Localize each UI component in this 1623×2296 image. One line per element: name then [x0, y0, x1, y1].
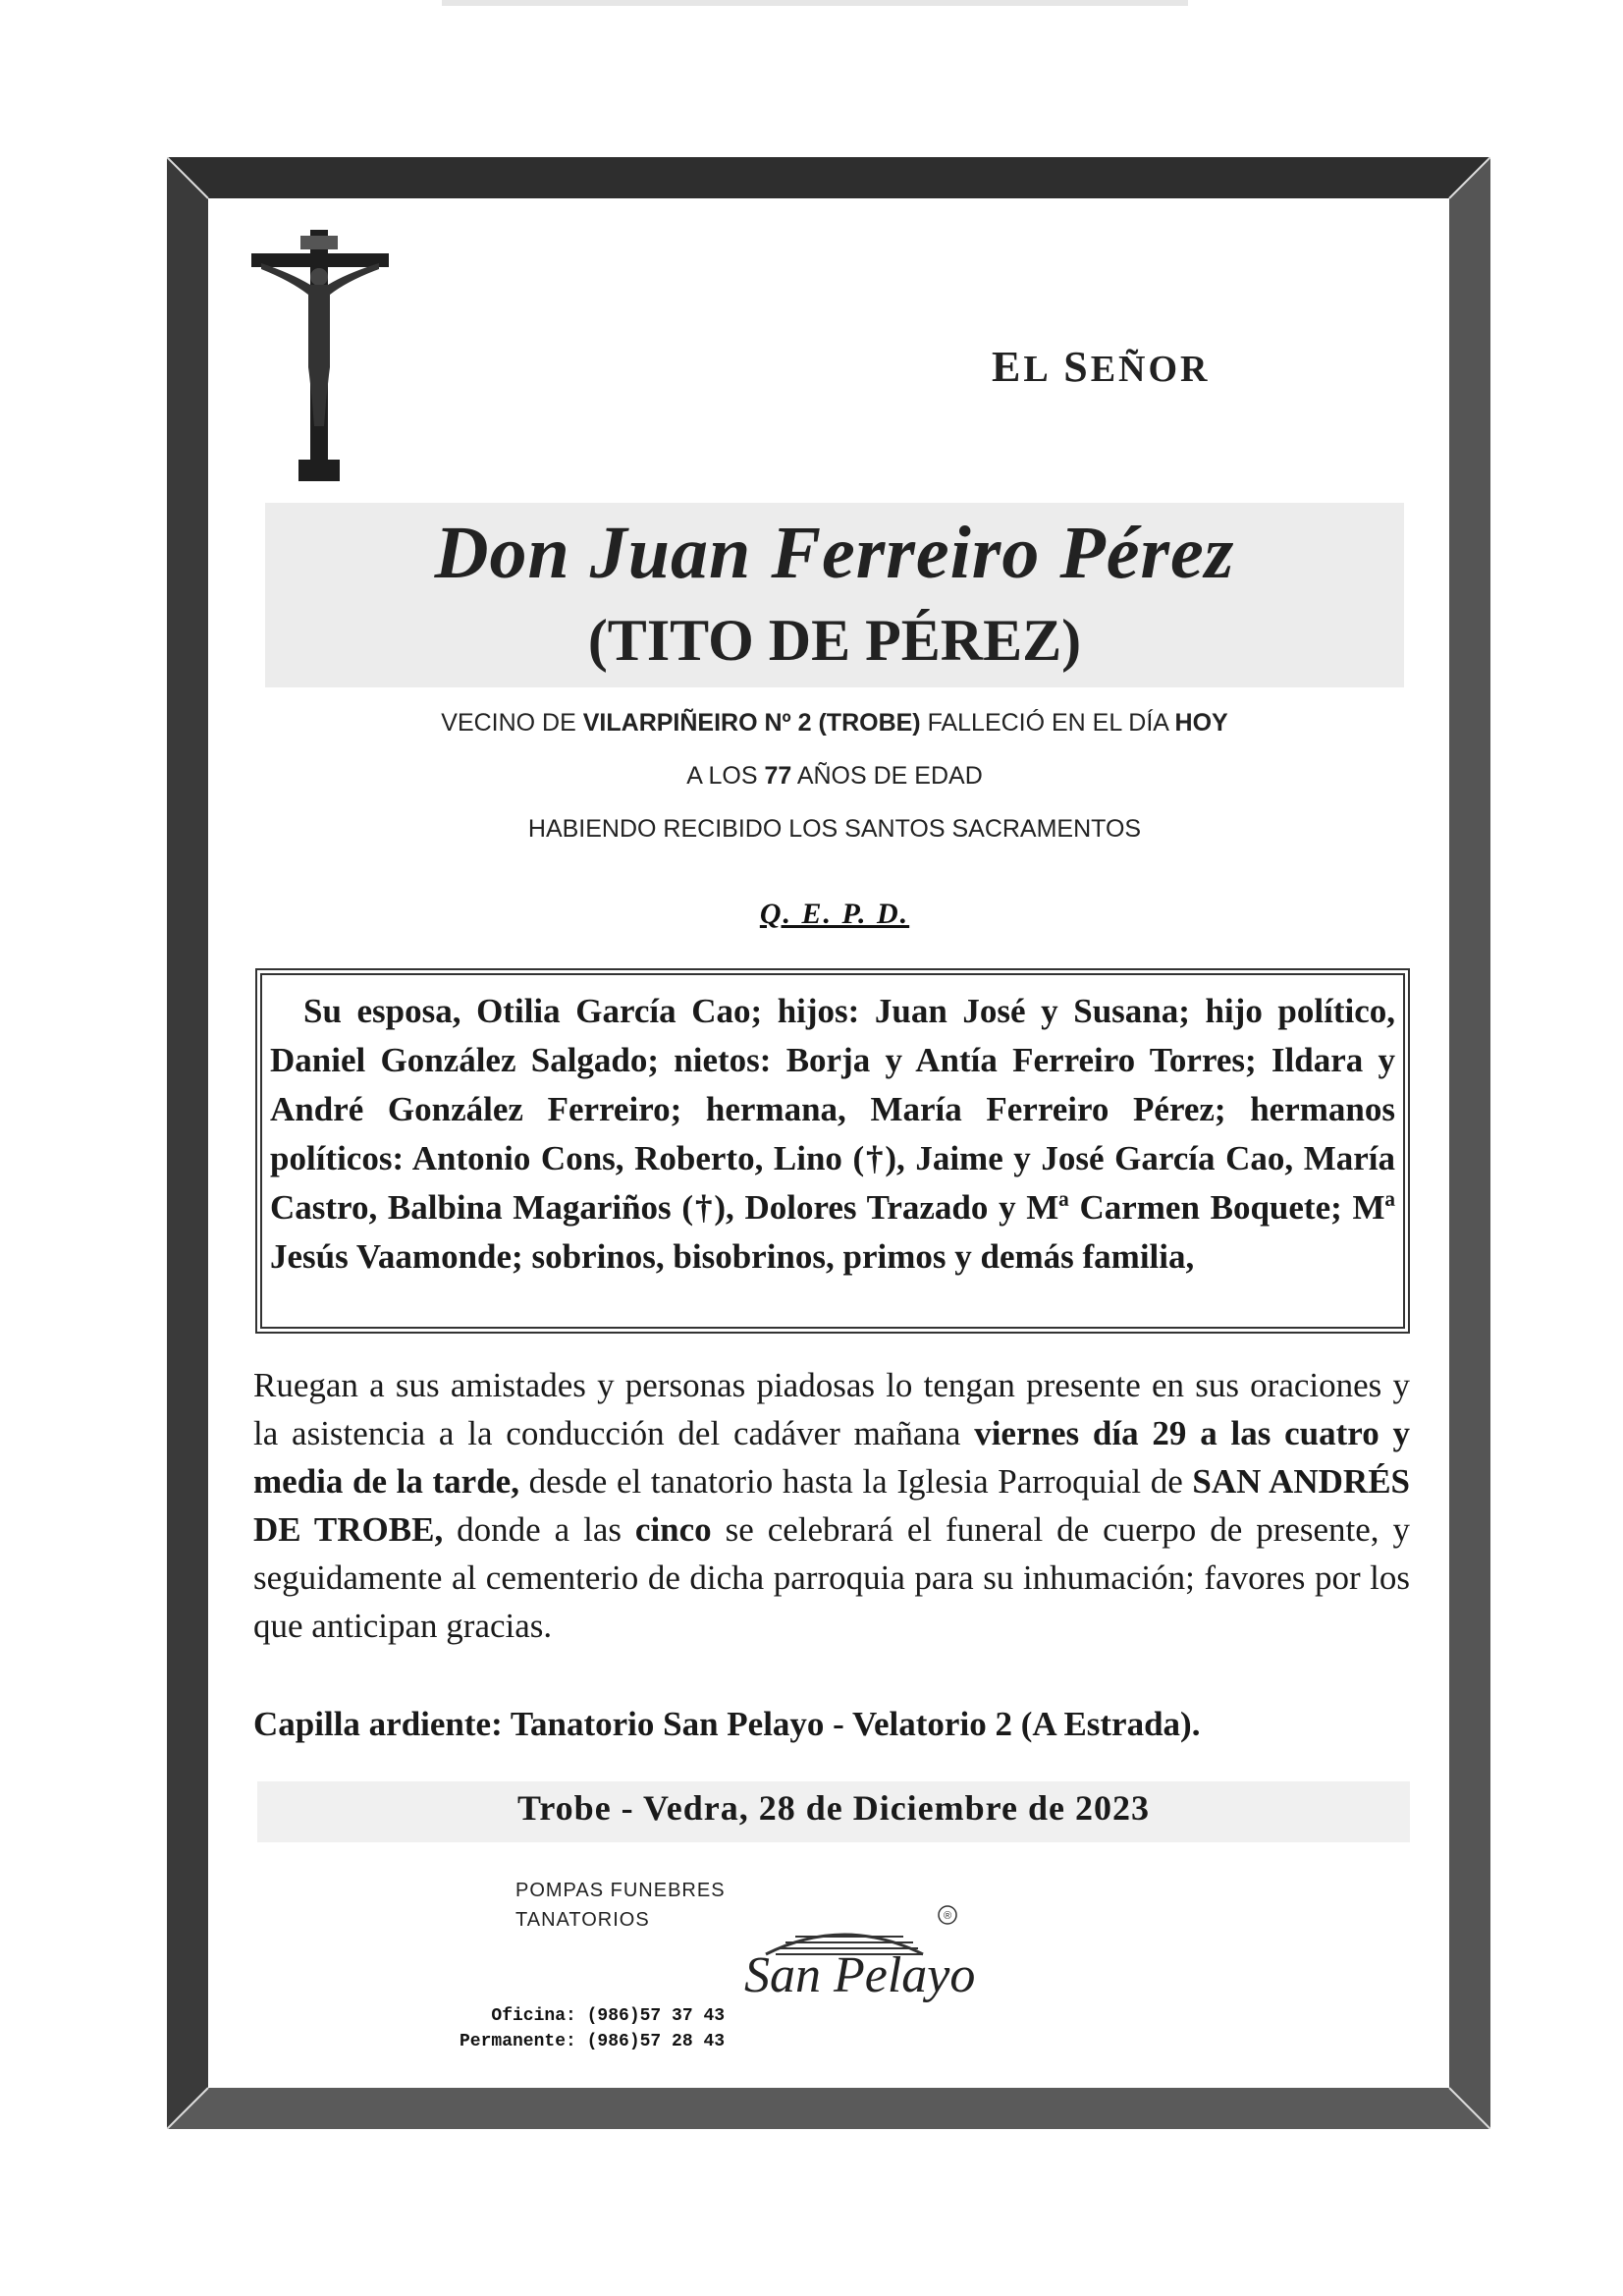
- contact-info: [460, 2003, 725, 2054]
- chapel-info: Capilla ardiente: Tanatorio San Pelayo - Velatorio 2 (A Estrada).: [253, 1705, 1201, 1743]
- family-box: [255, 968, 1410, 1334]
- qepd: Q. E. P. D.: [759, 898, 910, 930]
- funeral-home-line-1: POMPAS FUNEBRES: [515, 1880, 726, 1901]
- funeral-details: Ruegan a sus amistades y personas piadosas lo tengan presente en sus oraciones y la asistencia a la conducción del cadáver mañana viernes día 29 a las cuatro y media de la tarde, desde el tanatorio hasta la Iglesia Parroquial de SAN ANDRÉS DE TROBE, donde a las cinco se celebrará el funeral de cuerpo de presente, y seguidamente al cementerio de dicha parroquia para su inhumación; favores por los que anticipan gracias.: [253, 1366, 1411, 1645]
- scan-shadow: [442, 0, 1188, 6]
- office-phone: Oficina: (986)57 37 43: [460, 2006, 726, 2026]
- info-line-1: VECINO DE VILARPIÑEIRO Nº 2 (TROBE) FALLECIÓ EN EL DÍA HOY: [441, 709, 1228, 737]
- obituary-content: [167, 157, 1490, 2129]
- heading-prefix: EL SEÑOR: [992, 343, 1211, 391]
- logo-text: San Pelayo: [744, 1947, 976, 2003]
- family-box-inner: [260, 973, 1405, 1329]
- info-line-3: HABIENDO RECIBIDO LOS SANTOS SACRAMENTOS: [527, 815, 1142, 843]
- deceased-name: Don Juan Ferreiro Pérez: [434, 512, 1235, 594]
- registered-mark: ®: [943, 1910, 952, 1922]
- date-line: Trobe - Vedra, 28 de Diciembre de 2023: [517, 1788, 1150, 1828]
- deceased-nickname: (TITO DE PÉREZ): [587, 608, 1082, 673]
- funeral-home-line-2: TANATORIOS: [515, 1909, 650, 1931]
- funeral-home-label: [515, 1876, 726, 1935]
- crucifix-icon: [251, 230, 389, 485]
- family-list: Su esposa, Otilia García Cao; hijos: Juan José y Susana; hijo político, Daniel González Salgado; nietos: Borja y Antía Ferreiro Torres; Ildara y André González Ferreiro; hermana, María Ferreiro Pérez; hermanos políticos: Antonio Cons, Roberto, Lino (†), Jaime y José García Cao, María Castro, Balbina Magariños (†), Dolores Trazado y Mª Carmen Boquete; Mª Jesús Vaamonde; sobrinos, bisobrinos, primos y demás familia,: [270, 992, 1395, 1276]
- info-line-2: A LOS 77 AÑOS DE EDAD: [686, 762, 983, 790]
- permanent-phone: Permanente: (986)57 28 43: [460, 2032, 726, 2051]
